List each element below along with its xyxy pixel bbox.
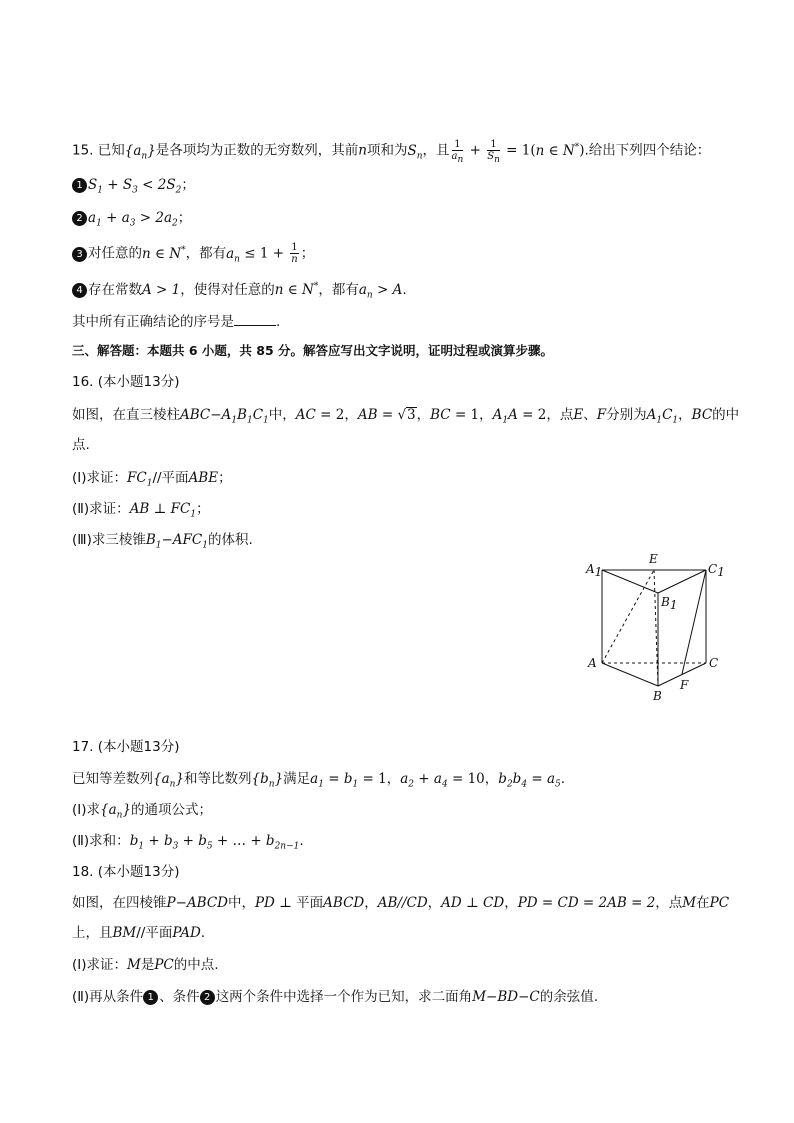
q16-stem-line-1: 如图，在直三棱柱$ABC-A_1B_1C_1$中，AC = 2，AB = √3，BC = 1，$A_1A = 2$，点E、F分别为$A_1C_1$，BC的中	[72, 407, 740, 426]
q16-stem-line-2: 点.	[72, 437, 90, 453]
q16-part-1: (Ⅰ)求证：$FC_1//$平面ABE；	[72, 470, 232, 489]
q18-heading: 18. (本小题13分)	[72, 864, 180, 880]
q17-part-2: (Ⅱ)求和：$b_1 + b_3 + b_5$ + … + $b_{2n-1}$.	[72, 833, 304, 852]
circled-number-2: 2	[200, 990, 215, 1005]
circled-number-3: 3	[72, 247, 87, 262]
segment-c1-f	[682, 570, 706, 674]
circled-number-1: 1	[72, 178, 87, 193]
q15-conclusion-4: 4 存在常数A > 1，使得对任意的n ∈ N*，都有$a_n > A$.	[72, 280, 407, 300]
edge-b1-c1	[658, 570, 706, 593]
q16-part-2: (Ⅱ)求证：AB ⊥ $FC_1$；	[72, 501, 210, 520]
circled-number-2: 2	[72, 211, 87, 226]
label-e: E	[649, 552, 658, 566]
label-b1: B1	[661, 595, 678, 612]
sqrt-symbol: √	[397, 407, 407, 423]
q18-stem-line-2: 上，且BM//平面PAD.	[72, 925, 206, 941]
fraction-1-over-n: $\frac{1}{n}$	[291, 242, 298, 265]
q15-stem: 15. 已知$\{a_n\}$是各项均为正数的无穷数列，其前n项和为$S_n$，且 $\frac{1}{a_n}$ + $\frac{1}{S_n}$ = 1(n ∈ N*).给出下列四个结论：	[72, 139, 711, 165]
edge-a1-b1	[602, 570, 658, 593]
q16-part-3: (Ⅲ)求三棱锥$B_1-AFC_1$的体积.	[72, 532, 253, 551]
circled-number-4: 4	[72, 283, 87, 298]
section-3-heading: 三、解答题：本题共 6 小题，共 85 分。解答应写出文字说明，证明过程或演算步骤。	[72, 343, 554, 358]
q17-part-1: (Ⅰ)求$\{a_n\}$的通项公式；	[72, 802, 213, 821]
label-c: C	[709, 656, 719, 670]
q15-question: 其中所有正确结论的序号是 .	[72, 311, 280, 332]
label-a: A	[588, 656, 597, 670]
prism-figure	[580, 548, 730, 708]
q18-part-1: (Ⅰ)求证：M是PC的中点.	[72, 957, 219, 973]
q17-heading: 17. (本小题13分)	[72, 739, 180, 755]
segment-e-b-hidden	[654, 570, 658, 686]
label-a1: A1	[586, 562, 603, 579]
label-c1: C1	[708, 562, 725, 579]
circled-number-1: 1	[143, 990, 158, 1005]
q16-heading: 16. (本小题13分)	[72, 374, 180, 390]
answer-blank	[234, 311, 276, 326]
q18-part-2: (Ⅱ)再从条件 1 、条件 2 这两个条件中选择一个作为已知，求二面角M−BD−C的余弦值.	[72, 989, 599, 1005]
q15-conclusion-3: 3 对任意的n ∈ N*，都有$a_n \le 1$ + $\frac{1}{n}$ ；	[72, 242, 314, 265]
fraction-1-over-an: $\frac{1}{a_n}$	[451, 139, 464, 165]
edge-a-b	[602, 663, 658, 686]
fraction-1-over-sn: $\frac{1}{S_n}$	[487, 139, 500, 165]
q15-conclusion-2: 2 $a_1 + a_3 > 2a_2$；	[72, 208, 191, 228]
label-f: F	[680, 678, 689, 692]
q18-stem-line-1: 如图，在四棱锥P−ABCD中，PD ⊥ 平面ABCD，AB//CD，AD ⊥ CD，PD = CD = 2AB = 2，点M在PC	[72, 895, 730, 911]
segment-a-e-hidden	[602, 570, 654, 663]
q15-conclusion-1: 1 $S_1 + S_3 < 2S_2$；	[72, 175, 195, 195]
label-b: B	[653, 689, 662, 703]
q17-stem: 已知等差数列$\{a_n\}$和等比数列$\{b_n\}$满足$a_1 = b_1 = 1$，$a_2 + a_4 = 10$，$b_2b_4 = a_5$.	[72, 771, 566, 790]
